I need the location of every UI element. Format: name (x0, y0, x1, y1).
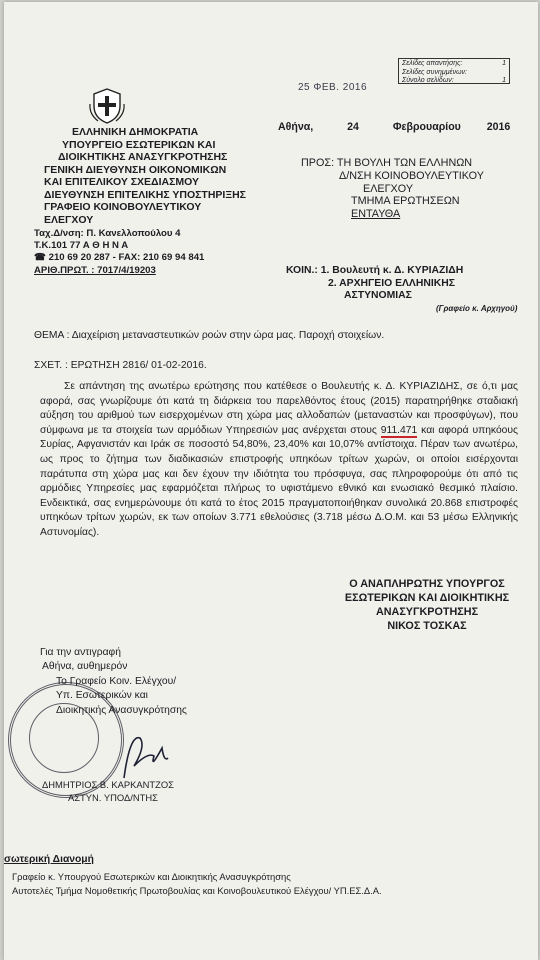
protocol-number: ΑΡΙΘ.ΠΡΩΤ. : 7017/4/19203 (34, 264, 156, 276)
issuer-line: ΚΑΙ ΕΠΙΤΕΛΙΚΟΥ ΣΧΕΔΙΑΣΜΟΥ (44, 176, 200, 188)
migrant-count-highlight: 911.471 (380, 424, 418, 436)
signature-line: ΕΣΩΤΕΡΙΚΩΝ ΚΑΙ ΔΙΟΙΚΗΤΙΚΗΣ (344, 592, 510, 604)
cc-note: (Γραφείο κ. Αρχηγού) (436, 303, 518, 313)
certifier-name: ΔΗΜΗΤΡΙΟΣ Β. ΚΑΡΚΑΝΤΖΟΣ (42, 779, 174, 790)
signature-block (322, 577, 532, 633)
cc-block (286, 265, 517, 315)
issuer-line: ΕΛΛΗΝΙΚΗ ΔΗΜΟΚΡΑΤΙΑ (72, 126, 199, 138)
page-count-box (398, 58, 510, 84)
address-line: Ταχ.Δ/νση: Π. Κανελλοπούλου 4 (34, 228, 181, 239)
body-text-part1: Σε απάντηση της ανωτέρω ερώτησης που κατέθεσε ο Βουλευτής κ. Δ. ΚΥΡΙΑΖΙΔΗΣ, σε ό,τι μας αφορά, σας γνωρίζουμε ότι κατά τη διάρκεια του παρελθόντος έτους (2015) παρατηρήθηκε σταδιακή αύξηση του αριθμού των εισερχομένων στη χώρα μας αλλοδαπών (μεταναστών και προσφύγων), που σύμφωνα με τα στοιχεία των αρμόδιων Υπηρεσιών μας ανέρχεται στους (40, 381, 518, 436)
issuer-line: ΥΠΟΥΡΓΕΙΟ ΕΣΩΤΕΡΙΚΩΝ ΚΑΙ (62, 138, 216, 151)
distribution-item: Αυτοτελές Τμήμα Νομοθετικής Πρωτοβουλίας και Κοινοβουλευτικού Ελέγχου/ ΥΠ.ΕΣ.Δ.Α. (12, 885, 382, 896)
date-city: Αθήνα, (278, 121, 314, 133)
handwritten-signature (104, 726, 174, 786)
date-month: Φεβρουαρίου (392, 121, 461, 133)
copy-certification (40, 646, 187, 718)
signature-line: ΑΝΑΣΥΓΚΡΟΤΗΣΗΣ (375, 606, 479, 618)
copy-line: Το Γραφείο Κοιν. Ελέγχου/ (56, 675, 177, 687)
subject-line: ΘΕΜΑ : Διαχείριση μεταναστευτικών ροών στην ώρα μας. Παροχή στοιχείων. (34, 330, 385, 341)
greek-emblem-icon (88, 88, 126, 124)
issuer-line: ΕΛΕΓΧΟΥ (44, 213, 94, 226)
date-day: 24 (347, 121, 359, 133)
internal-distribution-list (12, 870, 382, 898)
postcode-line: Τ.Κ.101 77 Α Θ Η Ν Α (34, 240, 129, 252)
internal-distribution-title: σωτερική Διανομή (4, 854, 94, 865)
letter-page (4, 2, 538, 960)
recipient-line: ΤΜΗΜΑ ΕΡΩΤΗΣΕΩΝ (351, 195, 460, 208)
cc-line: 1. Βουλευτή κ. Δ. ΚΥΡΙΑΖΙΔΗ (320, 265, 464, 276)
cc-line: ΑΣΤΥΝΟΜΙΑΣ (344, 290, 412, 302)
copy-line: Υπ. Εσωτερικών και (56, 690, 148, 702)
total-pages-label: Σύνολο σελίδων: (402, 77, 454, 84)
cc-label: ΚΟΙΝ.: (286, 265, 318, 276)
recipient-line: ΤΗ ΒΟΥΛΗ ΤΩΝ ΕΛΛΗΝΩΝ (336, 157, 473, 169)
contact-block (34, 228, 204, 277)
total-pages-value: 1 (502, 77, 506, 84)
date-year: 2016 (486, 121, 511, 133)
distribution-item: Γραφείο κ. Υπουργού Εσωτερικών και Διοικητικής Ανασυγκρότησης (12, 871, 291, 882)
recipient-label: ΠΡΟΣ: (301, 157, 335, 169)
copy-line: Αθήνα, αυθημερόν (42, 661, 128, 673)
issuer-line: ΔΙΕΥΘΥΝΣΗ ΕΠΙΤΕΛΙΚΗΣ ΥΠΟΣΤΗΡΙΞΗΣ (44, 188, 246, 201)
attachment-count-label: Σελίδες συνημμένων: (402, 68, 467, 76)
signatory-name: ΝΙΚΟΣ ΤΟΣΚΑΣ (387, 620, 467, 632)
issuer-block (44, 126, 246, 226)
recipient-block (301, 157, 484, 221)
page-count-label: Σελίδες απαντήσης: (402, 60, 463, 67)
copy-line: Για την αντιγραφή (40, 647, 121, 658)
issuer-line: ΓΕΝΙΚΗ ΔΙΕΥΘΥΝΣΗ ΟΙΚΟΝΟΜΙΚΩΝ (44, 163, 227, 176)
signature-line: Ο ΑΝΑΠΛΗΡΩΤΗΣ ΥΠΟΥΡΓΟΣ (349, 578, 505, 590)
certifier-role: ΑΣΤΥΝ. ΥΠΟΔ/ΝΤΗΣ (68, 792, 158, 803)
recipient-line: ΕΛΕΓΧΟΥ (363, 182, 414, 195)
page-count-value: 1 (502, 60, 506, 67)
copy-line: Διοικητικής Ανασυγκρότησης (56, 704, 187, 716)
reference-line: ΣΧΕΤ. : ΕΡΩΤΗΣΗ 2816/ 01-02-2016. (34, 360, 207, 371)
cc-line: 2. ΑΡΧΗΓΕΙΟ ΕΛΛΗΝΙΚΗΣ (328, 277, 455, 289)
recipient-line: Δ/ΝΣΗ ΚΟΙΝΟΒΟΥΛΕΥΤΙΚΟΥ (339, 169, 484, 182)
body-text-part2: και αφορά υπηκόους Συρίας, Αφγανιστάν και Ιράκ σε ποσοστό 54,80%, 23,40% και 10,07% αντίστοιχα. Πέραν των ανωτέρω, ως προς το ζήτημα των διαδικασιών επιστροφής υπηκόων τρίτων χωρών, οι οποίοι εισέρχονται παράτυπα στη χώρα μας και δεν έχουν την ιδιότητα του πρόσφυγα, σας πληροφορούμε ότι από τις αρμόδιες Υπηρεσίες μας εφαρμόζεται πλήρως το υφιστάμενο εθνικό και ενωσιακό θεσμικό πλαίσιο. Ενδεικτικά, σας ενημερώνουμε ότι κατά το έτος 2015 πραγματοποιήθηκαν συνολικά 20.868 επιστροφές υπηκόων τρίτων χωρών, εκ των οποίων 3.771 εθελούσιες (3.718 μέσω Δ.Ο.Μ. και 53 μέσω Ελληνικής Αστυνομίας). (40, 424, 519, 538)
issuer-line: ΓΡΑΦΕΙΟ ΚΟΙΝΟΒΟΥΛΕΥΤΙΚΟΥ (44, 201, 202, 213)
received-date-stamp: 25 ΦΕΒ. 2016 (298, 82, 368, 93)
body-paragraph (40, 380, 518, 541)
certifier-block (42, 778, 174, 804)
phone-fax-line: ☎ 210 69 20 287 - FAX: 210 69 94 841 (34, 252, 205, 264)
issuer-line: ΔΙΟΙΚΗΤΙΚΗΣ ΑΝΑΣΥΓΚΡΟΤΗΣΗΣ (58, 151, 228, 163)
date-line (278, 121, 510, 133)
recipient-line: ΕΝΤΑΥΘΑ (351, 208, 401, 221)
